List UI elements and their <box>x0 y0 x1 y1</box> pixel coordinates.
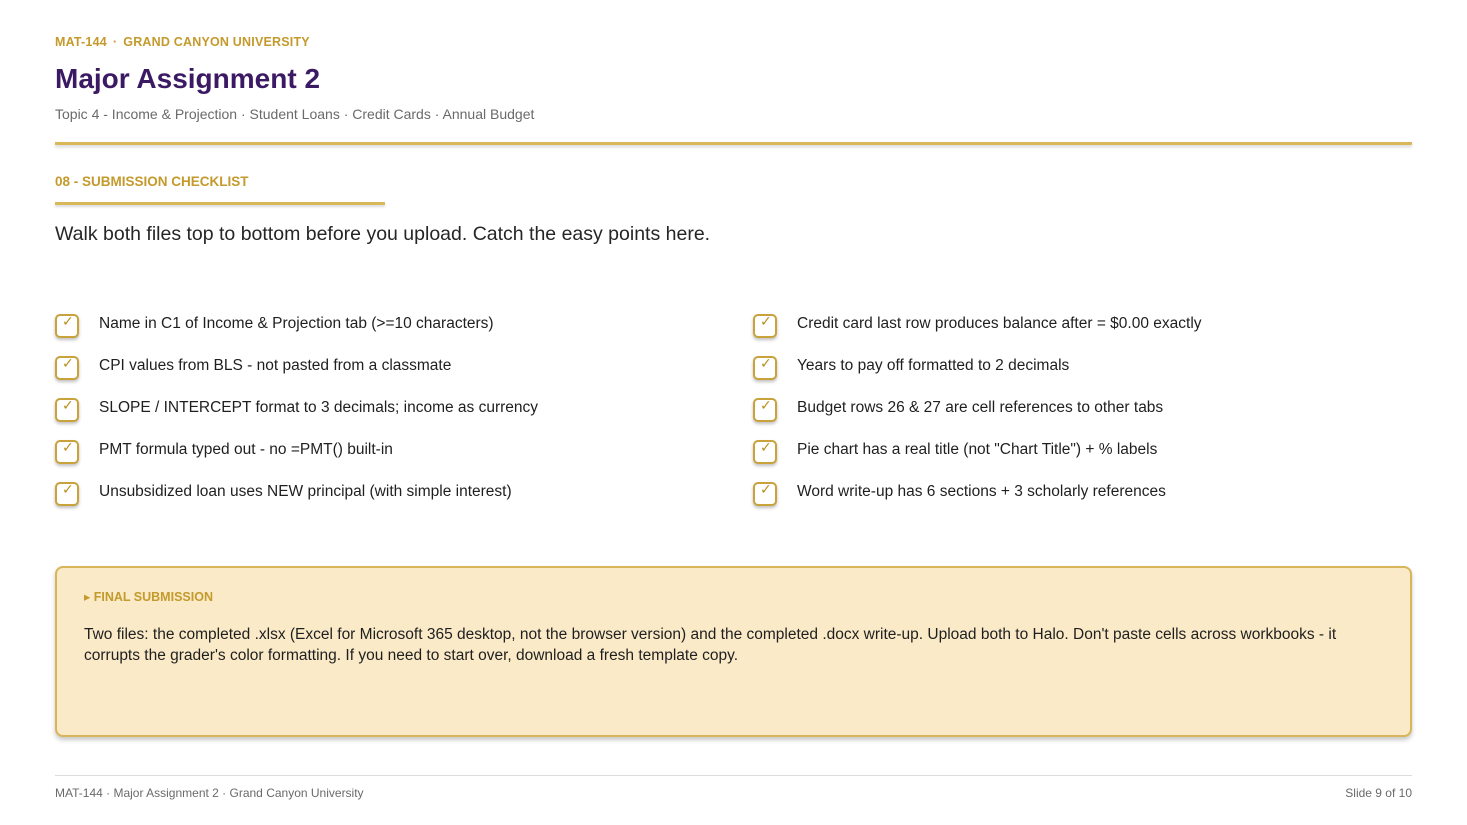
section-intro: Walk both files top to bottom before you upload. Catch the easy points here. <box>55 223 711 245</box>
checkmark-icon: ✓ <box>62 440 74 456</box>
checklist-item <box>753 354 1202 396</box>
checklist-item <box>753 480 1202 522</box>
checklist-item-text: Name in C1 of Income & Projection tab (>=10 characters) <box>99 315 494 332</box>
course-code: MAT-144 <box>55 35 107 49</box>
university-name: GRAND CANYON UNIVERSITY <box>123 35 310 49</box>
checkbox-checked-icon <box>55 482 79 506</box>
checkbox-checked-icon <box>753 440 777 464</box>
checklist-item-text: SLOPE / INTERCEPT format to 3 decimals; income as currency <box>99 399 539 416</box>
checklist-item-text: Word write-up has 6 sections + 3 scholarly references <box>797 483 1166 500</box>
checklist-item <box>55 396 538 438</box>
checkbox-checked-icon <box>753 356 777 380</box>
checkbox-checked-icon <box>753 314 777 338</box>
checklist-item <box>55 438 538 480</box>
checklist-item-text: Unsubsidized loan uses NEW principal (with simple interest) <box>99 483 512 500</box>
footer-caption: MAT-144 · Major Assignment 2 · Grand Canyon University <box>55 786 364 800</box>
checklist-item <box>753 396 1202 438</box>
checkmark-icon: ✓ <box>62 356 74 372</box>
section-divider <box>55 202 385 205</box>
checkmark-icon: ✓ <box>62 482 74 498</box>
checklist-item-text: PMT formula typed out - no =PMT() built-in <box>99 441 393 458</box>
eyebrow-separator: · <box>112 35 118 49</box>
checkmark-icon: ✓ <box>760 356 772 372</box>
checklist-item <box>753 438 1202 480</box>
checklist-item <box>753 312 1202 354</box>
checkbox-checked-icon <box>55 314 79 338</box>
checkbox-checked-icon <box>55 398 79 422</box>
checklist-item <box>55 354 538 396</box>
checkbox-checked-icon <box>55 440 79 464</box>
checkmark-icon: ✓ <box>760 440 772 456</box>
checkmark-icon: ✓ <box>760 482 772 498</box>
checklist-item-text: CPI values from BLS - not pasted from a classmate <box>99 357 452 374</box>
checkbox-checked-icon <box>55 356 79 380</box>
checklist-item-text: Credit card last row produces balance after = $0.00 exactly <box>797 315 1202 332</box>
checklist-item-text: Years to pay off formatted to 2 decimals <box>797 357 1070 374</box>
checkbox-checked-icon <box>753 482 777 506</box>
checkmark-icon: ✓ <box>760 398 772 414</box>
checklist-item <box>55 312 538 354</box>
checklist-left-column <box>55 312 538 522</box>
checklist-item <box>55 480 538 522</box>
page-subtitle: Topic 4 - Income & Projection · Student Loans · Credit Cards · Annual Budget <box>55 106 535 122</box>
slide-number: Slide 9 of 10 <box>1345 786 1412 800</box>
final-submission-callout <box>55 566 1412 737</box>
course-eyebrow <box>55 35 310 49</box>
footer-divider <box>55 775 1412 776</box>
checklist-right-column <box>753 312 1202 522</box>
checklist-item-text: Budget rows 26 & 27 are cell references to other tabs <box>797 399 1164 416</box>
callout-body: Two files: the completed .xlsx (Excel for Microsoft 365 desktop, not the browser version) and the completed .docx write-up. Upload both to Halo. Don't paste cells across workbooks - it corrupts the grader's color formatting. If you need to start over, download a fresh template copy. <box>84 626 1337 664</box>
page-title: Major Assignment 2 <box>55 63 321 94</box>
checkmark-icon: ✓ <box>760 314 772 330</box>
callout-label: ▸ FINAL SUBMISSION <box>84 590 213 604</box>
checklist-item-text: Pie chart has a real title (not "Chart Title") + % labels <box>797 441 1158 458</box>
section-label: 08 - SUBMISSION CHECKLIST <box>55 174 249 189</box>
checkmark-icon: ✓ <box>62 314 74 330</box>
checkmark-icon: ✓ <box>62 398 74 414</box>
checkbox-checked-icon <box>753 398 777 422</box>
header-divider <box>55 142 1412 145</box>
